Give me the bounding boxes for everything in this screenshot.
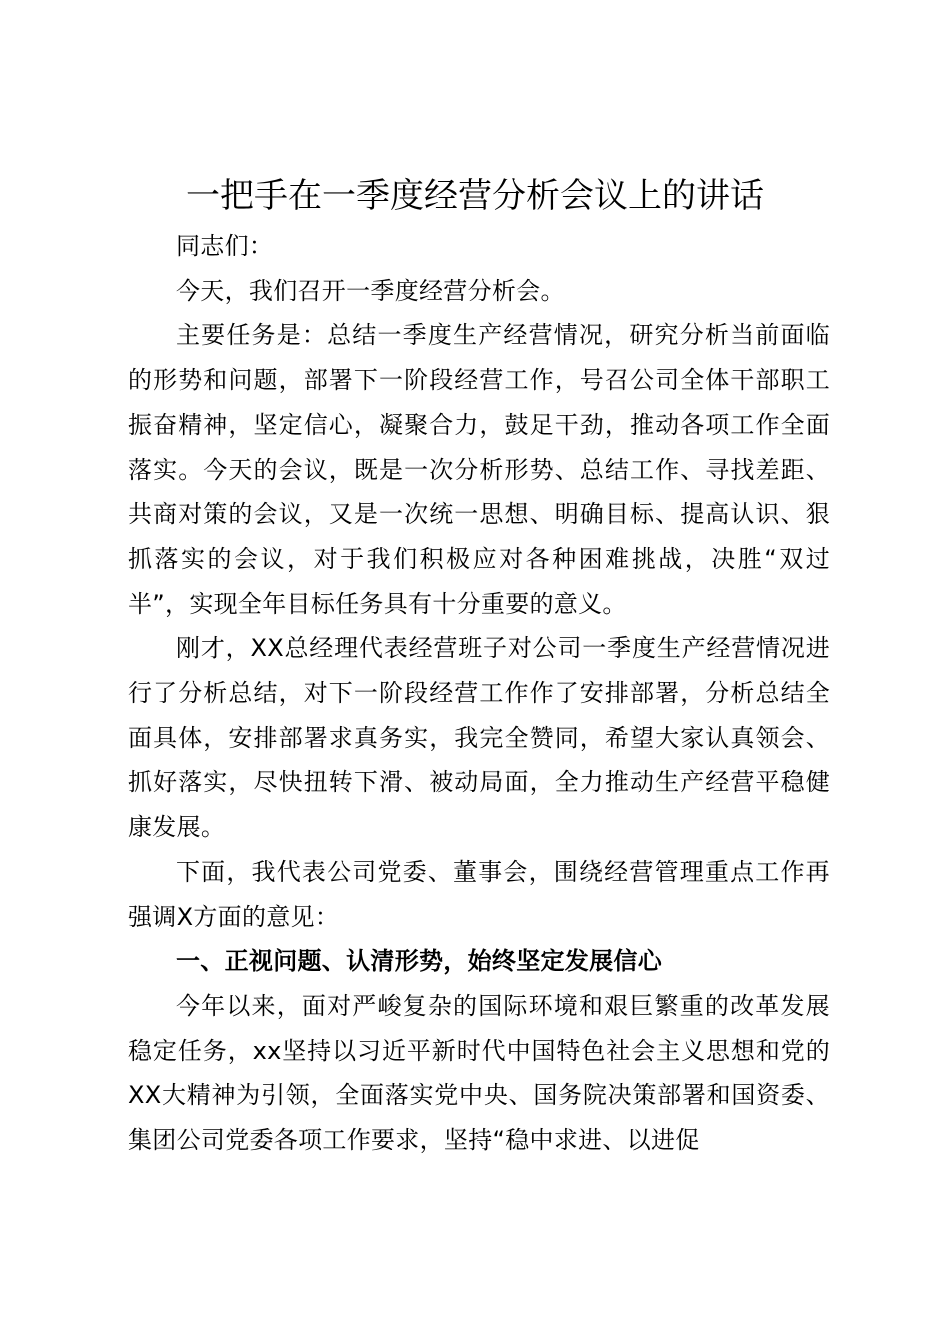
document-title: 一把手在一季度经营分析会议上的讲话: [186, 176, 764, 216]
section-paragraph: 今年以来，面对严峻复杂的国际环境和艰巨繁重的改革发展稳定任务，xx坚持以习近平新时代中国特色社会主义思想和党的XX大精神为引领，全面落实党中央、国务院决策部署和国资委、集团公司党委各项工作要求，坚持“稳中求进、以进促: [128, 991, 830, 1155]
transition-paragraph: 下面，我代表公司党委、董事会，围绕经营管理重点工作再强调X方面的意见：: [128, 857, 830, 931]
section-heading: 一、正视问题、认清形势，始终坚定发展信心: [176, 947, 662, 976]
salutation-paragraph: 同志们：: [176, 232, 274, 260]
opening-paragraph: 今天，我们召开一季度经营分析会。: [176, 276, 565, 305]
document-body: [128, 224, 830, 1163]
main-tasks-paragraph: 主要任务是：总结一季度生产经营情况，研究分析当前面临的形势和问题，部署下一阶段经营工作，号召公司全体干部职工振奋精神，坚定信心，凝聚合力，鼓足干劲，推动各项工作全面落实。今天的会议，既是一次分析形势、总结工作、寻找差距、共商对策的会议，又是一次统一思想、明确目标、提高认识、狠抓落实的会议，对于我们积极应对各种困难挑战，决胜“双过半”，实现全年目标任务具有十分重要的意义。: [128, 321, 830, 618]
report-summary-paragraph: 刚才，XX总经理代表经营班子对公司一季度生产经营情况进行了分析总结，对下一阶段经营工作作了安排部署，分析总结全面具体，安排部署求真务实，我完全赞同，希望大家认真领会、抓好落实，尽快扭转下滑、被动局面，全力推动生产经营平稳健康发展。: [128, 634, 830, 842]
